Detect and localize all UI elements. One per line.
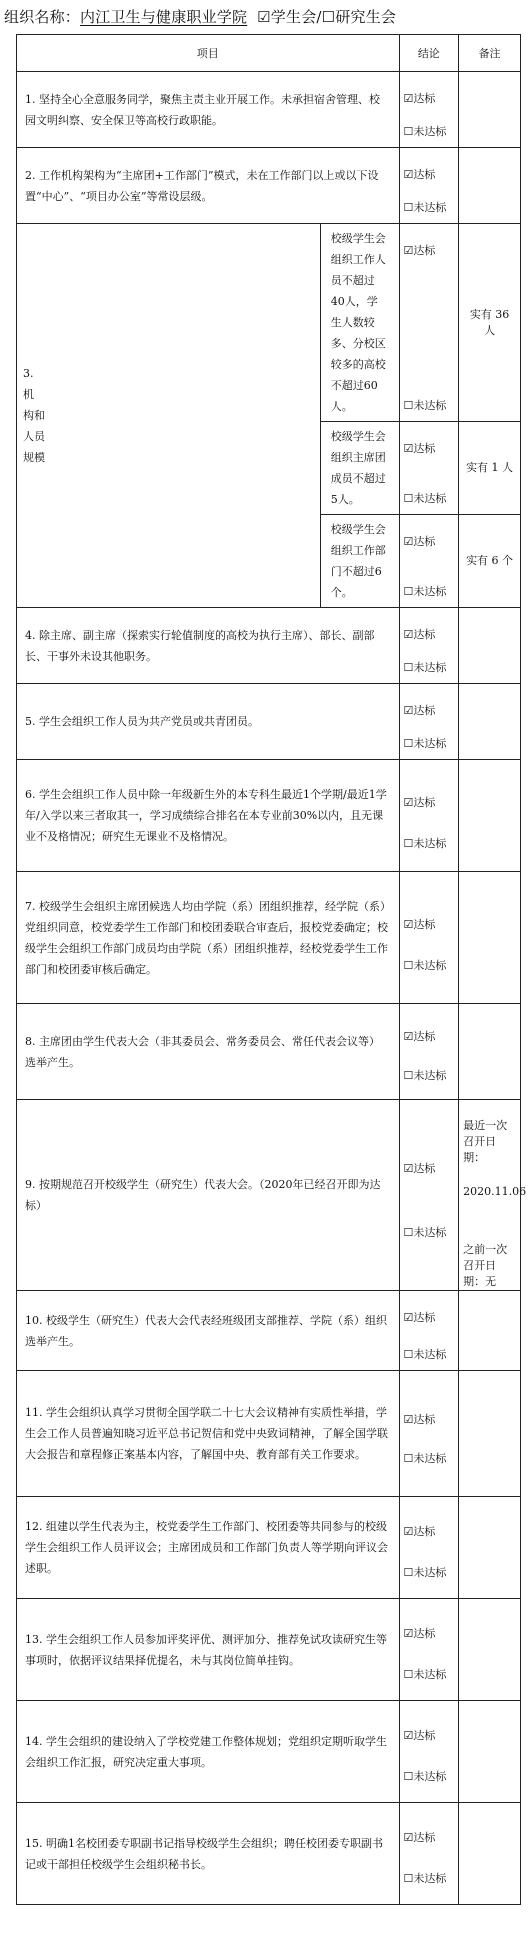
table-row [17,148,521,224]
table-row [17,608,521,684]
table-row [17,1701,521,1803]
met-checkbox[interactable]: ☑达标 [403,168,436,181]
item-text: 7. 校级学生会组织主席团候选人均由学院（系）团组织推荐，经学院（系）党组织同意，校党委学生工作部门和校团委联合审查后，报校党委确定；校级学生会组织工作部门成员均由学院（系）团组织推荐，经校党委学生工作部门和校团委审核后确定。 [17,872,400,1004]
met-checkbox[interactable]: ☑达标 [403,1413,436,1426]
conclusion-cell [399,1371,459,1497]
org-name: 内江卫生与健康职业学院 [80,8,248,26]
unmet-checkbox[interactable]: ☐未达标 [403,1872,447,1885]
conclusion-cell [399,515,459,608]
note-cell: 实有 1 人 [459,422,521,515]
item-text: 2. 工作机构架构为“主席团+工作部门”模式，未在工作部门以上或以下设置“中心”、“项目办公室”等常设层级。 [17,148,400,224]
item-text: 8. 主席团由学生代表大会（非其委员会、常务委员会、常任代表会议等）选举产生。 [17,1004,400,1100]
item-text: 6. 学生会组织工作人员中除一年级新生外的本专科生最近1个学期/最近1学年/入学以来三者取其一，学习成绩综合排名在本专业前30%以内，且无课业不及格情况；研究生无课业不及格情况。 [17,760,400,872]
note-cell [459,760,521,872]
item-text: 校级学生会组织主席团成员不超过5人。 [320,422,399,515]
col-header-note: 备注 [459,35,521,72]
note-recent-date: 2020.11.06 [463,1185,527,1198]
item-text: 12. 组建以学生代表为主，校党委学生工作部门、校团委等共同参与的校级学生会组织工作人员评议会；主席团成员和工作部门负责人等学期向评议会述职。 [17,1497,400,1599]
unmet-checkbox[interactable]: ☐未达标 [403,1668,447,1681]
org-header [4,4,524,30]
note-previous-label: 之前一次召开日期：无 [463,1243,508,1288]
unmet-checkbox[interactable]: ☐未达标 [403,492,447,505]
item-text: 9. 按期规范召开校级学生（研究生）代表大会。（2020年已经召开即为达标） [17,1100,400,1291]
met-checkbox[interactable]: ☑达标 [403,628,436,641]
unmet-checkbox[interactable]: ☐未达标 [403,1348,447,1361]
item-text: 10. 校级学生（研究生）代表大会代表经班级团支部推荐、学院（系）组织选举产生。 [17,1291,400,1371]
table-row [17,1004,521,1100]
conclusion-cell [399,608,459,684]
met-checkbox[interactable]: ☑达标 [403,1162,436,1175]
unmet-checkbox[interactable]: ☐未达标 [403,1566,447,1579]
note-cell [459,1497,521,1599]
unmet-checkbox[interactable]: ☐未达标 [403,661,447,674]
item-text: 校级学生会组织工作部门不超过6个。 [320,515,399,608]
note-cell [459,1803,521,1905]
table-row [17,72,521,148]
item-text: 15. 明确1名校团委专职副书记指导校级学生会组织；聘任校团委专职副书记或干部担任校级学生会组织秘书长。 [17,1803,400,1905]
table-row [17,1371,521,1497]
note-cell [459,1371,521,1497]
conclusion-cell [399,760,459,872]
note-cell [459,872,521,1004]
note-cell [459,1291,521,1371]
org-label: 组织名称： [4,8,81,26]
conclusion-cell [399,1004,459,1100]
unmet-checkbox[interactable]: ☐未达标 [403,737,447,750]
note-cell [459,1599,521,1701]
unmet-checkbox[interactable]: ☐未达标 [403,837,447,850]
met-checkbox[interactable]: ☑达标 [403,796,436,809]
met-checkbox[interactable]: ☑达标 [403,535,436,548]
note-cell: 实有 36 人 [459,224,521,422]
conclusion-cell [399,872,459,1004]
met-checkbox[interactable]: ☑达标 [403,1627,436,1640]
table-row [17,1599,521,1701]
table-row [17,872,521,1004]
type-student-union: ☑学生会 [257,8,317,26]
table-row [17,1497,521,1599]
met-checkbox[interactable]: ☑达标 [403,1311,436,1324]
met-checkbox[interactable]: ☑达标 [403,244,436,257]
item-text: 13. 学生会组织工作人员参加评奖评优、测评加分、推荐免试攻读研究生等事项时，依据评议结果择优提名，未与其岗位简单挂钩。 [17,1599,400,1701]
note-cell [459,72,521,148]
item-text: 5. 学生会组织工作人员为共产党员或共青团员。 [17,684,400,760]
met-checkbox[interactable]: ☑达标 [403,1030,436,1043]
item-text: 14. 学生会组织的建设纳入了学校党建工作整体规划；党组织定期听取学生会组织工作汇报，研究决定重大事项。 [17,1701,400,1803]
table-row [17,224,521,422]
item-text: 校级学生会组织工作人员不超过40人，学生人数较多、分校区较多的高校不超过60人。 [320,224,399,422]
unmet-checkbox[interactable]: ☐未达标 [403,399,447,412]
col-header-item: 项目 [17,35,400,72]
type-graduate-union: ☐研究生会 [321,8,397,26]
unmet-checkbox[interactable]: ☐未达标 [403,201,447,214]
unmet-checkbox[interactable]: ☐未达标 [403,959,447,972]
note-cell [459,1100,527,1291]
unmet-checkbox[interactable]: ☐未达标 [403,1069,447,1082]
unmet-checkbox[interactable]: ☐未达标 [403,585,447,598]
conclusion-cell [399,1599,459,1701]
table-row [17,760,521,872]
item-text: 4. 除主席、副主席（探索实行轮值制度的高校为执行主席）、部长、副部长、干事外未设其他职务。 [17,608,400,684]
table-row [17,1100,521,1291]
table-row [17,684,521,760]
note-cell: 实有 6 个 [459,515,521,608]
note-cell [459,1004,521,1100]
conclusion-cell [399,148,459,224]
conclusion-cell [399,1803,459,1905]
table-header-row [17,35,521,72]
conclusion-cell [399,72,459,148]
conclusion-cell [399,1100,459,1291]
met-checkbox[interactable]: ☑达标 [403,1831,436,1844]
note-cell [459,684,521,760]
checklist-table [16,34,527,1905]
conclusion-cell [399,684,459,760]
item-text: 11. 学生会组织认真学习贯彻全国学联二十七大会议精神有实质性举措，学生会工作人员普遍知晓习近平总书记贺信和党中央致词精神，了解全国学联大会报告和章程修正案基本内容，了解国中央、教育部有关工作要求。 [17,1371,400,1497]
unmet-checkbox[interactable]: ☐未达标 [403,1770,447,1783]
conclusion-cell [399,224,459,422]
note-cell [459,148,521,224]
conclusion-cell [399,422,459,515]
unmet-checkbox[interactable]: ☐未达标 [403,125,447,138]
category-staffing: 3. 机 构和 人员 规模 [17,224,321,608]
item-text: 1. 坚持全心全意服务同学，聚焦主责主业开展工作。未承担宿舍管理、校园文明纠察、安全保卫等高校行政职能。 [17,72,400,148]
met-checkbox[interactable]: ☑达标 [403,92,436,105]
unmet-checkbox[interactable]: ☐未达标 [403,1226,447,1239]
unmet-checkbox[interactable]: ☐未达标 [403,1452,447,1465]
conclusion-cell [399,1701,459,1803]
table-row [17,1291,521,1371]
met-checkbox[interactable]: ☑达标 [403,442,436,455]
conclusion-cell [399,1291,459,1371]
col-header-conclusion: 结论 [399,35,459,72]
note-cell [459,1701,521,1803]
note-recent-label: 最近一次召开日期： [463,1119,508,1164]
met-checkbox[interactable]: ☑达标 [403,704,436,717]
type-separator: / [316,8,322,26]
met-checkbox[interactable]: ☑达标 [403,1525,436,1538]
conclusion-cell [399,1497,459,1599]
met-checkbox[interactable]: ☑达标 [403,1729,436,1742]
table-row [17,1803,521,1905]
note-cell [459,608,521,684]
met-checkbox[interactable]: ☑达标 [403,918,436,931]
